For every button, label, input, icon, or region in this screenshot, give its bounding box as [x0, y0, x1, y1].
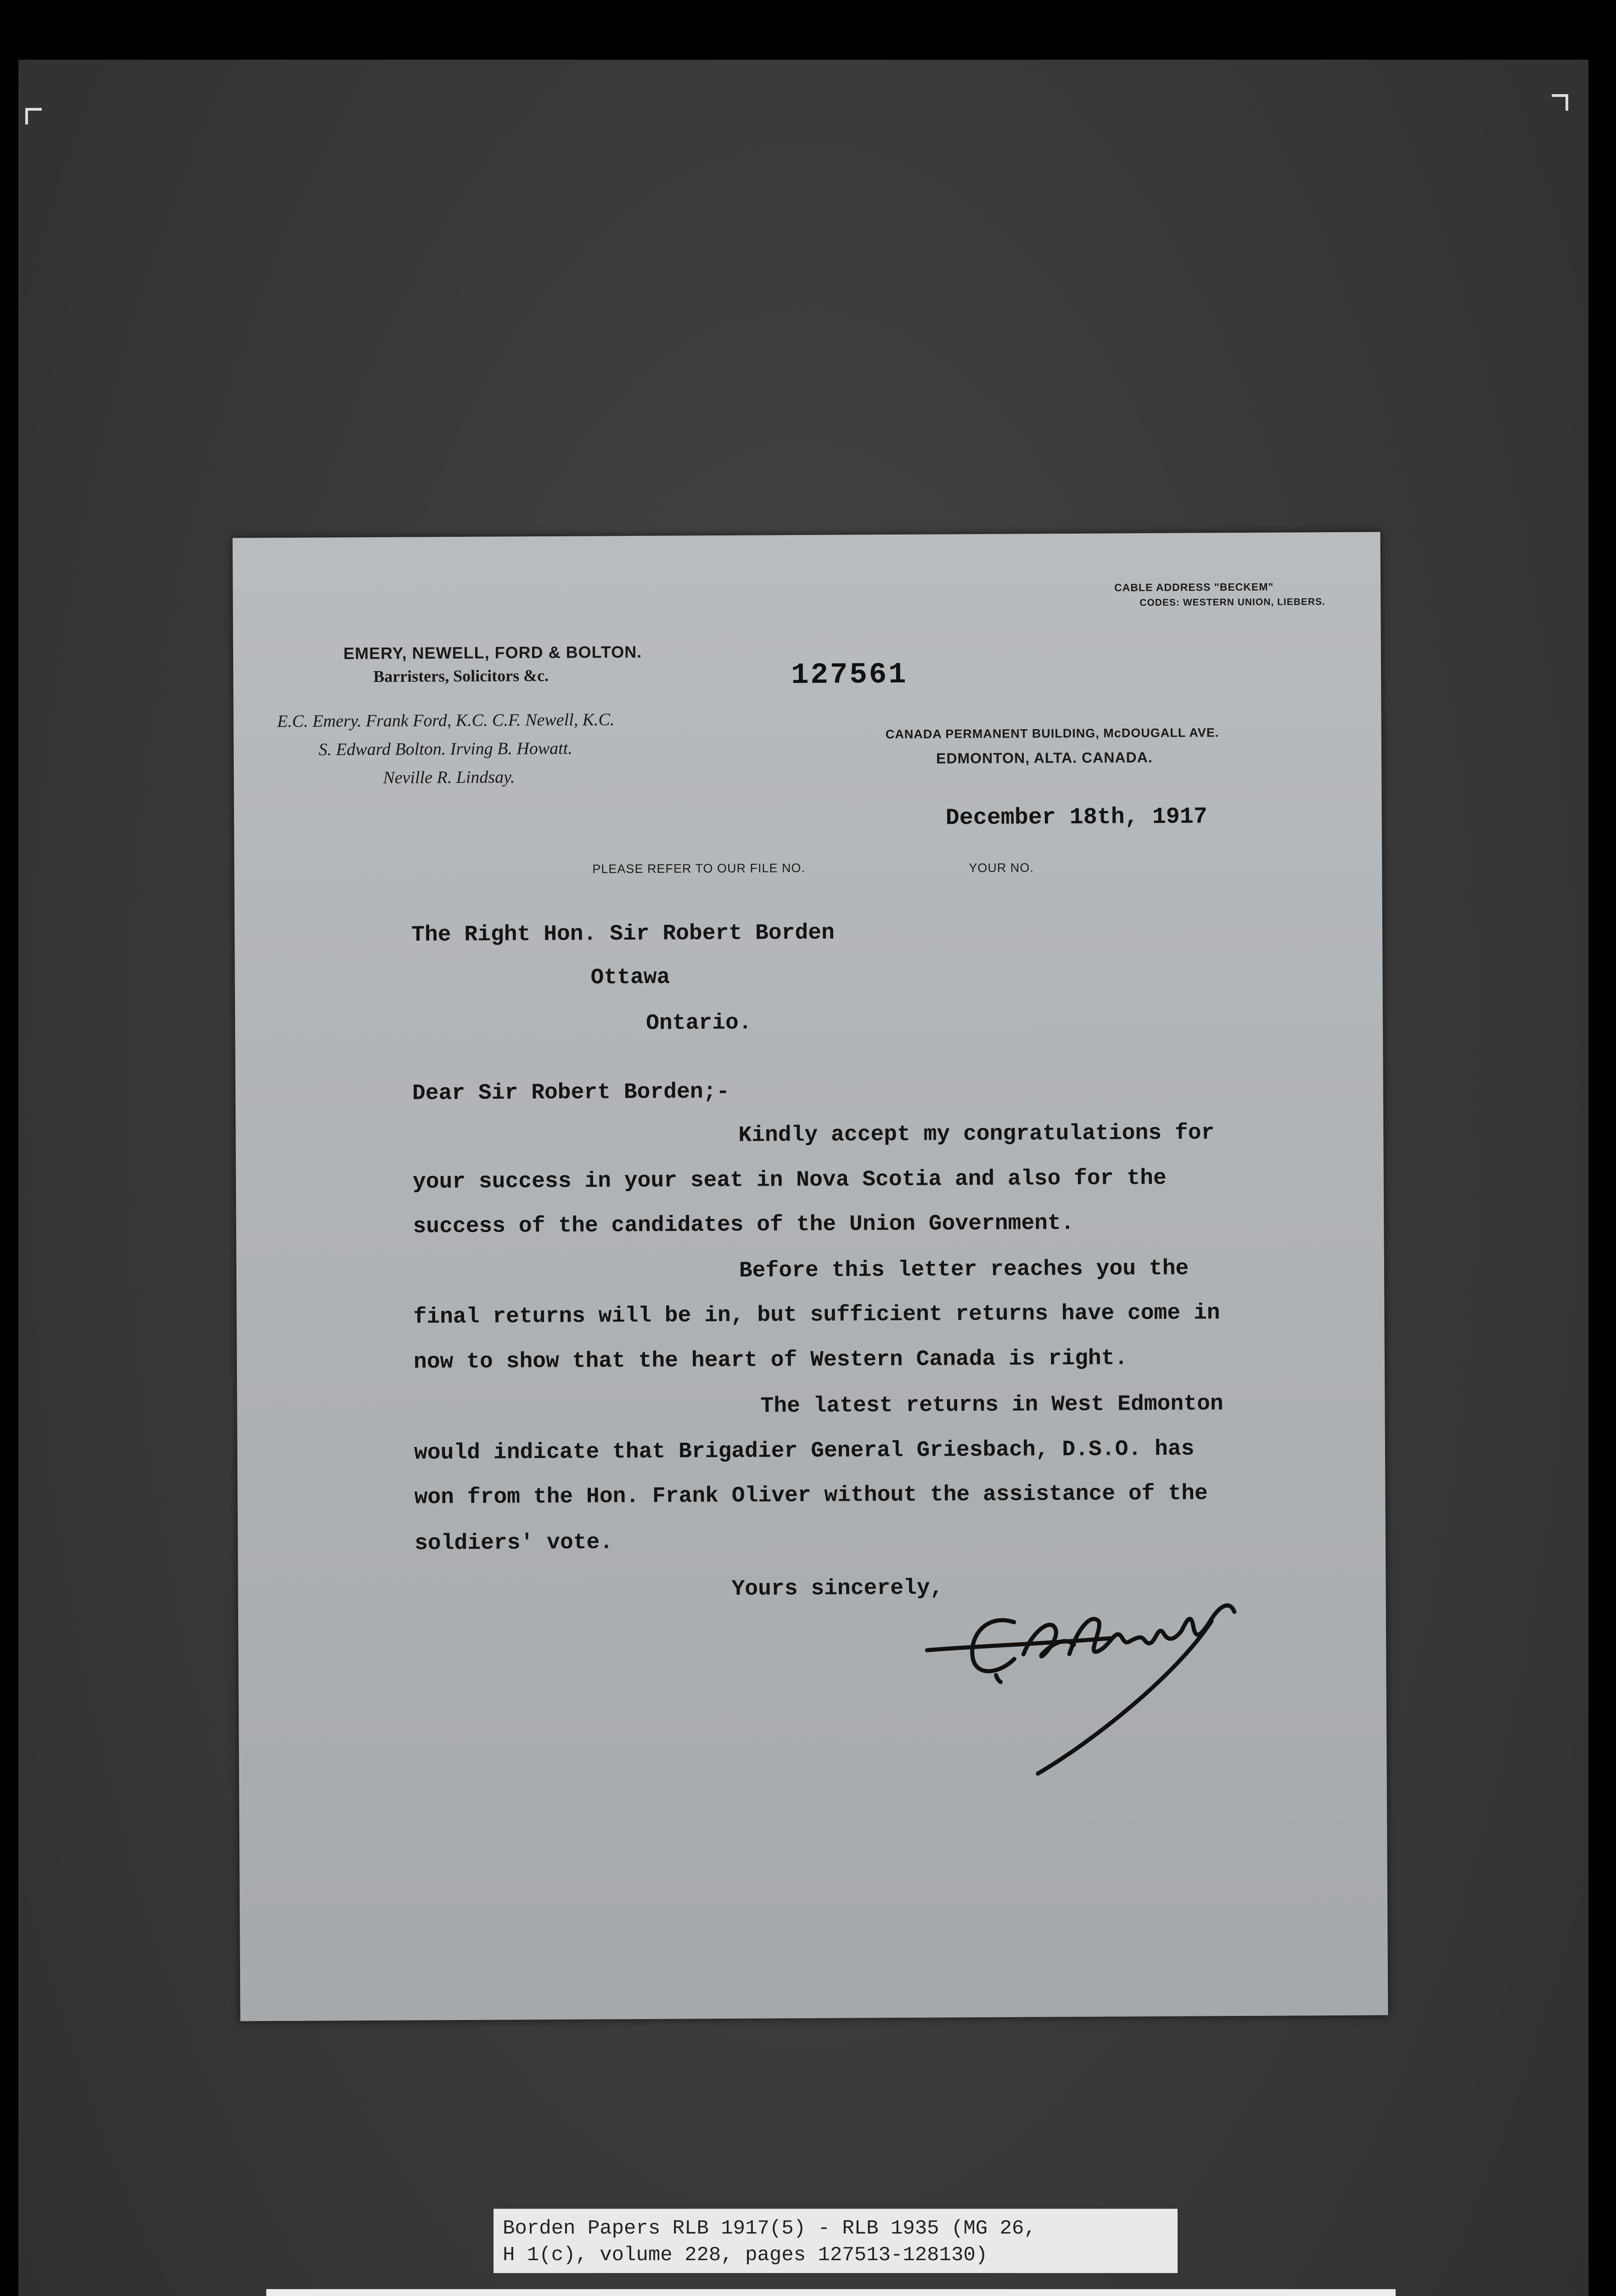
- body-line: success of the candidates of the Union Government.: [413, 1210, 1074, 1239]
- crop-mark-top-right: [1552, 94, 1568, 111]
- telegraph-codes: CODES: WESTERN UNION, LIEBERS.: [1139, 597, 1325, 608]
- document-number: 127561: [791, 658, 908, 692]
- body-line: soldiers' vote.: [414, 1530, 613, 1556]
- body-line: Kindly accept my congratulations for: [738, 1120, 1215, 1148]
- letter-date: December 18th, 1917: [945, 804, 1208, 832]
- body-line: The latest returns in West Edmonton: [760, 1391, 1223, 1419]
- firm-name: EMERY, NEWELL, FORD & BOLTON.: [343, 642, 642, 663]
- body-line: your success in your seat in Nova Scotia and also for the: [412, 1165, 1167, 1195]
- handwritten-signature: [918, 1593, 1249, 1793]
- body-line: would indicate that Brigadier General Griesbach, D.S.O. has: [414, 1436, 1195, 1466]
- body-line: now to show that the heart of Western Canada is right.: [413, 1346, 1128, 1375]
- address-line-2: EDMONTON, ALTA. CANADA.: [936, 749, 1153, 767]
- recipient-line-2: Ottawa: [590, 965, 670, 990]
- crop-mark-top-left: [25, 108, 42, 124]
- letter-page: [233, 532, 1388, 2021]
- partners-line-3: Neville R. Lindsay.: [383, 767, 515, 788]
- reference-line-1: Borden Papers RLB 1917(5) - RLB 1935 (MG 26,: [503, 2217, 1036, 2240]
- recipient-line-1: The Right Hon. Sir Robert Borden: [411, 920, 835, 948]
- archive-plate: [266, 2289, 1396, 2296]
- address-line-1: CANADA PERMANENT BUILDING, McDOUGALL AVE.: [885, 726, 1219, 742]
- recipient-line-3: Ontario.: [645, 1010, 752, 1036]
- cable-address: CABLE ADDRESS "BECKEM": [1114, 580, 1274, 594]
- body-line: won from the Hon. Frank Oliver without the assistance of the: [414, 1481, 1208, 1510]
- firm-subtitle: Barristers, Solicitors &c.: [373, 666, 549, 686]
- file-number-label: PLEASE REFER TO OUR FILE NO.: [592, 861, 806, 876]
- your-number-label: YOUR NO.: [969, 861, 1034, 875]
- reference-line-2: H 1(c), volume 228, pages 127513-128130): [503, 2244, 988, 2267]
- salutation: Dear Sir Robert Borden;-: [412, 1079, 730, 1106]
- partners-line-1: E.C. Emery. Frank Ford, K.C. C.F. Newell, K.C.: [277, 710, 615, 732]
- body-line: final returns will be in, but sufficient returns have come in: [413, 1300, 1220, 1330]
- body-line: Before this letter reaches you the: [739, 1256, 1189, 1283]
- archive-reference-label: [494, 2209, 1178, 2273]
- closing: Yours sincerely,: [731, 1576, 943, 1602]
- partners-line-2: S. Edward Bolton. Irving B. Howatt.: [318, 738, 572, 760]
